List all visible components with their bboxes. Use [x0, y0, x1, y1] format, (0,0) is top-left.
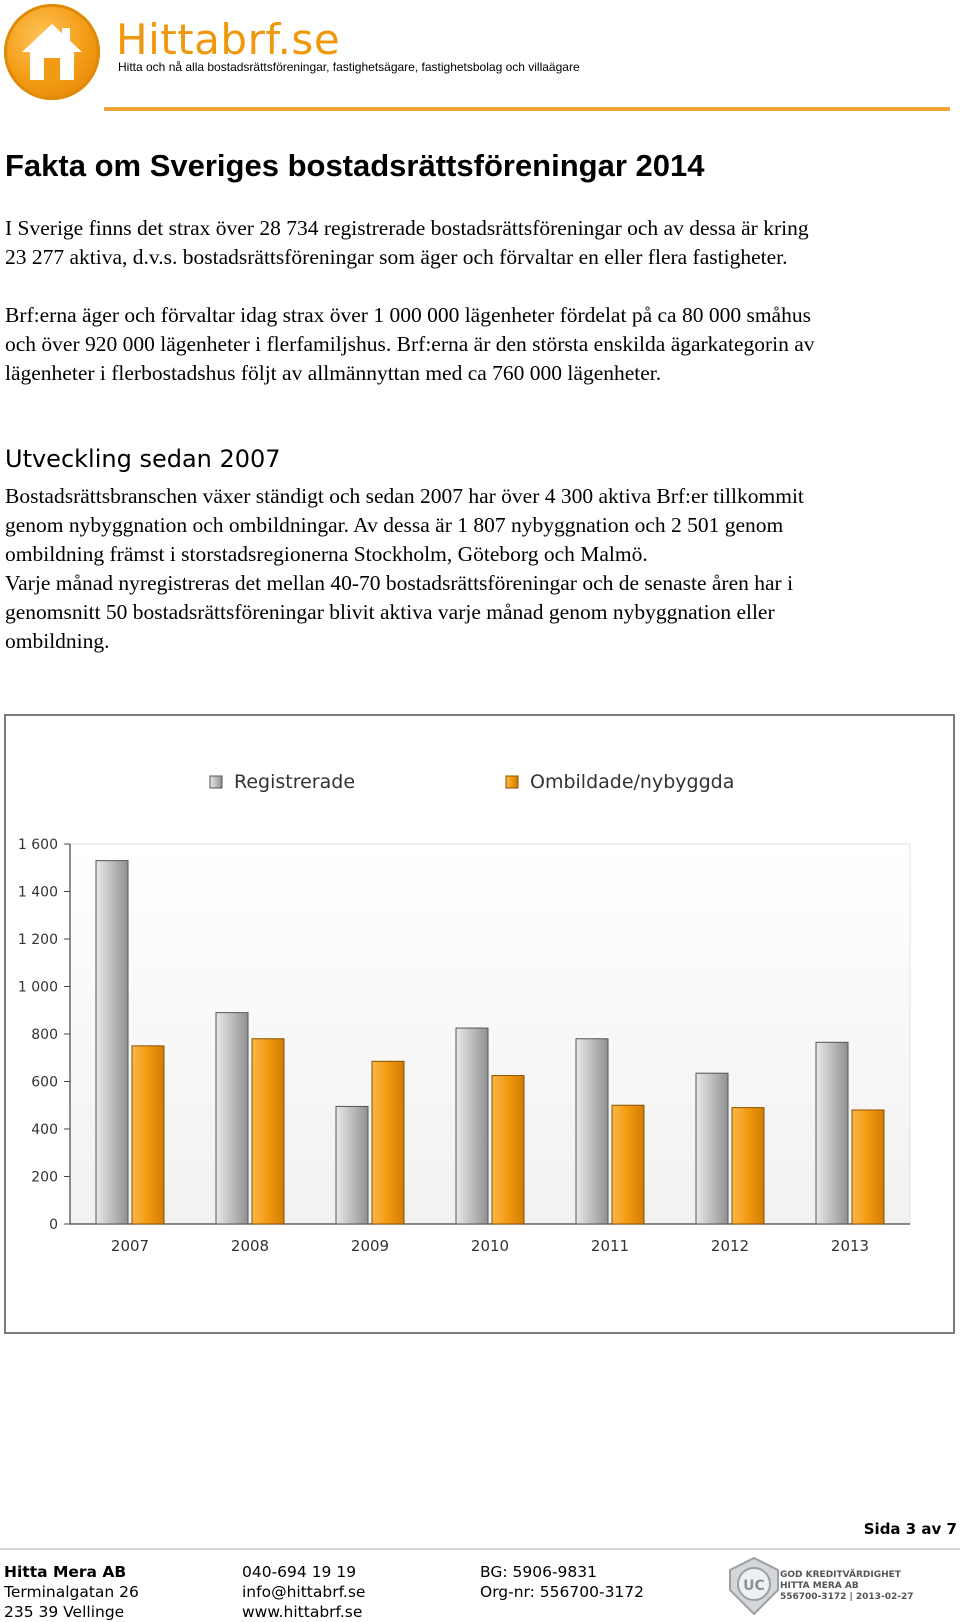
bar-chart — [4, 714, 955, 1334]
bar-registrerade-2007 — [96, 861, 128, 1224]
y-tick-label: 600 — [31, 1074, 58, 1091]
bar-registrerade-2013 — [816, 1042, 848, 1224]
footer-company — [4, 1562, 139, 1622]
header-divider — [104, 107, 950, 111]
page-header — [0, 0, 960, 112]
y-tick-label: 200 — [31, 1169, 58, 1186]
text-line: och över 920 000 lägenheter i flerfamiljshus. Brf:erna är den största enskilda ägarkategorin av — [5, 332, 815, 356]
intro-paragraph-1 — [5, 214, 955, 272]
bar-ombildade-2007 — [132, 1046, 164, 1224]
text-line: lägenheter i flerbostadshus följt av allmännyttan med ca 760 000 lägenheter. — [5, 361, 662, 385]
bar-ombildade-2013 — [852, 1110, 884, 1224]
legend-swatch — [506, 776, 518, 788]
bar-ombildade-2012 — [732, 1108, 764, 1224]
legend-swatch — [210, 776, 222, 788]
site-name: Hittabrf.se — [116, 15, 341, 64]
bar-registrerade-2012 — [696, 1073, 728, 1224]
chart-svg — [6, 716, 953, 1332]
org-number: Org-nr: 556700-3172 — [480, 1583, 645, 1601]
seal-title: GOD KREDITVÄRDIGHET — [780, 1570, 901, 1580]
x-tick-label: 2007 — [110, 1237, 150, 1255]
text-line: genomsnitt 50 bostadsrättsföreningar blivit aktiva varje månad genom nybyggnation eller — [5, 600, 775, 624]
text-line: Varje månad nyregistreras det mellan 40-70 bostadsrättsföreningar och de senaste åren har i — [5, 571, 794, 595]
bar-registrerade-2009 — [336, 1106, 368, 1224]
x-tick-label: 2008 — [230, 1237, 270, 1255]
company-street: Terminalgatan 26 — [4, 1583, 139, 1601]
y-tick-label: 0 — [49, 1217, 58, 1233]
page-title: Fakta om Sveriges bostadsrättsföreningar 2014 — [5, 148, 705, 183]
bar-registrerade-2010 — [456, 1028, 488, 1224]
y-tick-label: 1 000 — [17, 979, 58, 996]
y-tick-label: 1 400 — [17, 884, 58, 901]
bankgiro: BG: 5906-9831 — [480, 1563, 598, 1581]
text-line: ombildning främst i storstadsregionerna Stockholm, Göteborg och Malmö. — [5, 542, 648, 566]
bar-registrerade-2011 — [576, 1039, 608, 1224]
intro-paragraph-2 — [5, 301, 955, 388]
y-tick-label: 800 — [31, 1027, 58, 1043]
company-city: 235 39 Vellinge — [4, 1603, 125, 1621]
y-tick-label: 1 600 — [17, 837, 58, 853]
bar-ombildade-2011 — [612, 1105, 644, 1224]
y-tick-label: 1 200 — [17, 932, 58, 948]
x-tick-label: 2010 — [470, 1237, 510, 1255]
seal-initials: UC — [743, 1578, 765, 1594]
section-paragraph — [5, 482, 955, 656]
text-line: I Sverige finns det strax över 28 734 registrerade bostadsrättsföreningar och av dessa är kring — [5, 216, 809, 240]
x-tick-label: 2012 — [710, 1237, 750, 1255]
footer-registration — [480, 1562, 644, 1602]
legend-label: Ombildade/nybyggda — [530, 771, 735, 793]
x-tick-label: 2009 — [350, 1237, 390, 1255]
seal-company: HITTA MERA AB — [780, 1581, 859, 1591]
seal-ref: 556700-3172 | 2013-02-27 — [780, 1592, 914, 1602]
plot-area — [70, 844, 910, 1224]
credit-seal-icon — [724, 1556, 784, 1616]
text-line: Brf:erna äger och förvaltar idag strax över 1 000 000 lägenheter fördelat på ca 80 000 småhus — [5, 303, 811, 327]
section-heading: Utveckling sedan 2007 — [5, 445, 281, 473]
bar-registrerade-2008 — [216, 1013, 248, 1224]
bar-ombildade-2008 — [252, 1039, 284, 1224]
x-tick-label: 2013 — [830, 1237, 870, 1255]
page-number: Sida 3 av 7 — [863, 1520, 957, 1538]
y-tick-label: 400 — [31, 1122, 58, 1138]
contact-website[interactable]: www.hittabrf.se — [242, 1603, 363, 1621]
bar-ombildade-2009 — [372, 1061, 404, 1224]
text-line: Bostadsrättsbranschen växer ständigt och sedan 2007 har över 4 300 aktiva Brf:er tillkommit — [5, 484, 804, 508]
company-name: Hitta Mera AB — [4, 1563, 127, 1581]
house-logo-icon — [4, 4, 100, 100]
contact-email[interactable]: info@hittabrf.se — [242, 1583, 366, 1601]
legend-label: Registrerade — [234, 771, 356, 793]
text-line: 23 277 aktiva, d.v.s. bostadsrättsföreningar som äger och förvaltar en eller flera fastigheter. — [5, 245, 788, 269]
footer-divider — [0, 1548, 960, 1550]
contact-phone: 040-694 19 19 — [242, 1563, 357, 1581]
x-tick-label: 2011 — [590, 1237, 630, 1255]
footer-contact — [242, 1562, 365, 1622]
credit-seal-text — [780, 1570, 913, 1603]
bar-ombildade-2010 — [492, 1076, 524, 1224]
text-line: genom nybyggnation och ombildningar. Av dessa är 1 807 nybyggnation och 2 501 genom — [5, 513, 784, 537]
site-tagline: Hitta och nå alla bostadsrättsföreningar, fastighetsägare, fastighetsbolag och villaägare — [118, 60, 580, 74]
text-line: ombildning. — [5, 629, 110, 653]
